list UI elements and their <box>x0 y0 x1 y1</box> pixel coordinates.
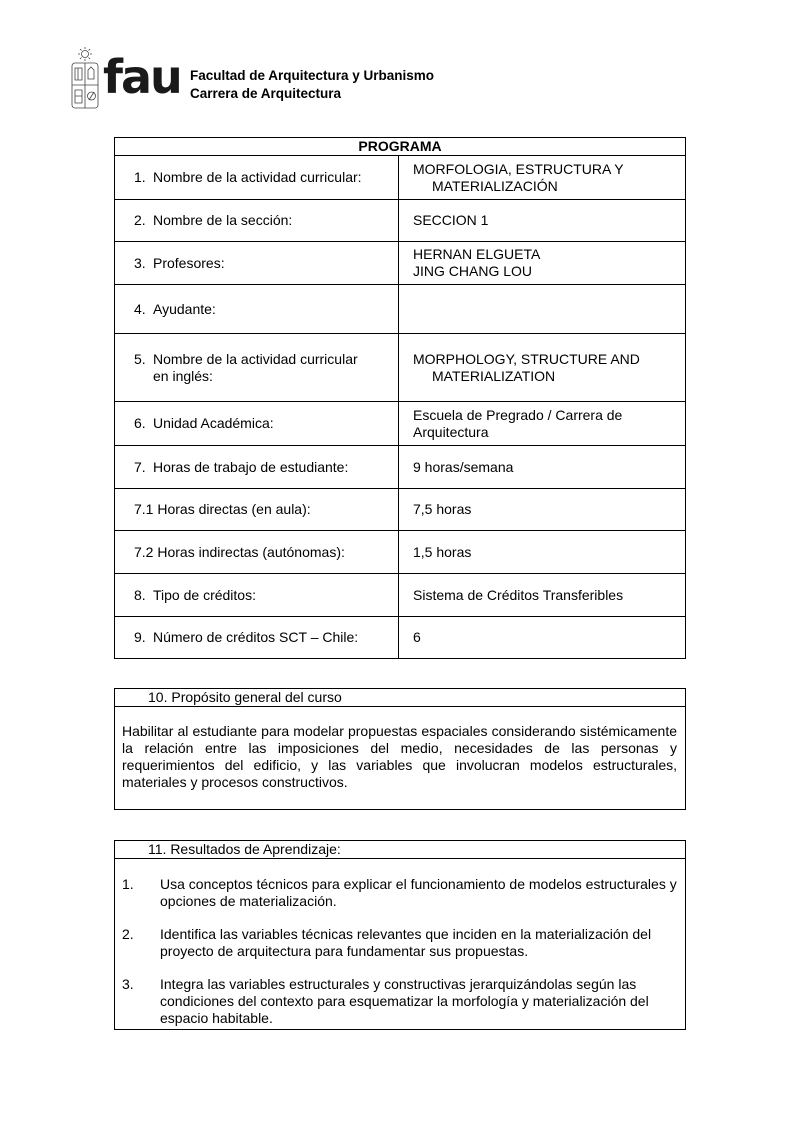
purpose-heading: 10. Propósito general del curso <box>115 689 685 707</box>
row-label: Nombre de la actividad curricular: <box>153 169 362 185</box>
purpose-section <box>114 688 686 810</box>
table-row <box>115 402 686 446</box>
row-number: 5. <box>134 350 146 367</box>
row-label: Número de créditos SCT – Chile: <box>153 629 359 645</box>
row-value-cont: MATERIALIZACIÓN <box>432 177 558 194</box>
row-value: 7,5 horas <box>413 501 472 517</box>
table-row <box>115 489 686 531</box>
list-item <box>122 876 677 910</box>
row-value: MORPHOLOGY, STRUCTURE AND <box>413 350 640 367</box>
row-number: 3. <box>134 254 146 271</box>
list-item <box>122 976 677 1027</box>
row-value-cont: MATERIALIZATION <box>432 367 556 384</box>
row-number: 1. <box>134 169 146 185</box>
row-label: Unidad Académica: <box>153 415 274 431</box>
row-number: 9. <box>134 629 146 645</box>
results-heading: 11. Resultados de Aprendizaje: <box>115 841 685 859</box>
row-number: 8. <box>134 586 146 603</box>
program-title: PROGRAMA <box>115 138 686 156</box>
row-number: 2. <box>134 212 146 228</box>
row-value: 1,5 horas <box>413 543 472 560</box>
item-text: Identifica las variables técnicas relevantes que inciden en la materialización del proyecto de arquitectura para fundamentar sus propuestas. <box>160 926 652 959</box>
list-item <box>122 926 677 960</box>
item-number: 3. <box>122 976 134 992</box>
table-row <box>115 285 686 334</box>
row-value: SECCION 1 <box>413 212 489 228</box>
table-row <box>115 156 686 200</box>
page-header <box>70 46 470 112</box>
learning-results-section <box>114 840 686 1030</box>
item-number: 2. <box>122 926 134 942</box>
row-value: MORFOLOGIA, ESTRUCTURA Y <box>413 160 624 177</box>
item-text: Usa conceptos técnicos para explicar el funcionamiento de modelos estructurales y opciones de materialización. <box>160 876 677 909</box>
row-label: Profesores: <box>153 254 225 271</box>
table-row <box>115 334 686 402</box>
row-value: Sistema de Créditos Transferibles <box>413 586 624 603</box>
row-label: Horas de trabajo de estudiante: <box>153 458 349 475</box>
row-number: 6. <box>134 415 146 431</box>
row-value: 6 <box>413 629 421 645</box>
row-number: 4. <box>134 300 146 317</box>
row-label: Nombre de la actividad curricular <box>153 350 358 367</box>
table-row <box>115 617 686 659</box>
row-value: HERNAN ELGUETA <box>413 246 541 262</box>
row-label: Nombre de la sección: <box>153 212 293 228</box>
table-row <box>115 574 686 617</box>
table-row <box>115 446 686 489</box>
career-name: Carrera de Arquitectura <box>190 86 342 101</box>
university-seal-icon <box>70 46 100 110</box>
item-text: Integra las variables estructurales y constructivas jerarquizándolas según las condiciones del contexto para esquematizar la morfología y materialización del espacio habitable. <box>160 976 649 1026</box>
row-number: 7. <box>134 458 146 475</box>
fau-logo: fau <box>103 50 181 104</box>
item-number: 1. <box>122 876 134 892</box>
row-value-cont: JING CHANG LOU <box>413 263 533 279</box>
row-value: 9 horas/semana <box>413 458 514 475</box>
table-row <box>115 242 686 285</box>
table-row <box>115 531 686 574</box>
table-row <box>115 200 686 242</box>
row-value: Escuela de Pregrado / Carrera de <box>413 406 623 423</box>
purpose-text: Habilitar al estudiante para modelar propuestas espaciales considerando sistémicamente la relación entre las imposiciones del medio, necesidades de las personas y requerimientos del edificio, y las variables que involucran modelos estructurales, materiales y procesos constructivos. <box>122 723 677 790</box>
row-value-cont: Arquitectura <box>413 423 489 440</box>
program-table <box>114 137 686 659</box>
row-label: 7.2 Horas indirectas (autónomas): <box>134 543 345 560</box>
row-label: Tipo de créditos: <box>153 586 256 603</box>
row-label: Ayudante: <box>153 300 216 317</box>
faculty-name: Facultad de Arquitectura y Urbanismo <box>190 68 435 83</box>
row-label-cont: en inglés: <box>153 367 213 384</box>
row-label: 7.1 Horas directas (en aula): <box>134 501 311 517</box>
